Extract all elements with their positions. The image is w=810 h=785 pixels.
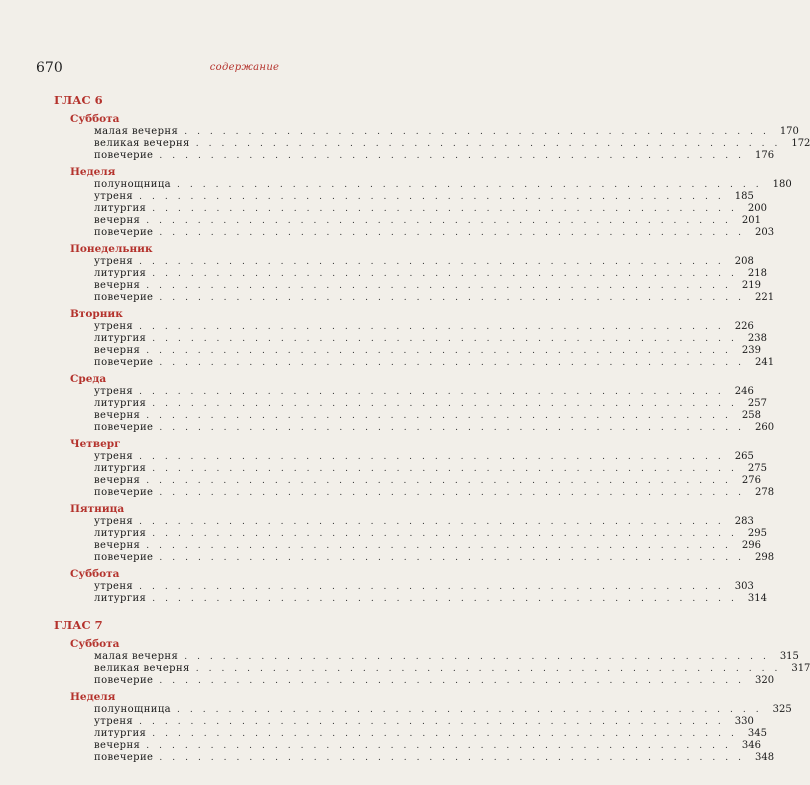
toc-entry[interactable] [94,215,761,227]
entry-label: литургия [94,593,147,604]
toc-entry[interactable] [94,292,775,304]
entry-page-number: 219 [741,280,761,291]
entry-label: повечерие [94,675,154,686]
entry-page-number: 200 [747,203,767,214]
entry-page-number: 298 [754,552,775,563]
toc-entry[interactable] [94,203,767,215]
entry-page-number: 239 [741,345,761,356]
entry-label: повечерие [94,422,154,433]
toc-entry[interactable] [94,451,754,463]
entry-label: утреня [94,321,134,332]
leader-dots: .............................................. [184,127,776,137]
leader-dots: .............................................. [152,334,744,344]
toc-entry[interactable] [94,716,754,728]
day-title-saturday: Суббота [70,113,120,125]
entry-label: полунощница [94,179,172,190]
entry-label: утреня [94,256,134,267]
toc-entry[interactable] [94,593,767,605]
entry-label: вечерня [94,475,141,486]
entry-label: литургия [94,203,147,214]
leader-dots: .............................................. [146,216,738,226]
entry-label: вечерня [94,740,141,751]
entry-page-number: 346 [741,740,761,751]
entry-label: литургия [94,333,147,344]
leader-dots: .............................................. [159,423,751,433]
entry-page-number: 176 [754,150,775,161]
leader-dots: .............................................. [152,399,744,409]
entry-label: утреня [94,716,134,727]
entry-label: повечерие [94,752,154,763]
running-title: содержание [209,62,280,73]
glas-6-title: ГЛАС 6 [54,93,103,107]
entry-label: утреня [94,451,134,462]
leader-dots: .............................................. [159,753,751,763]
leader-dots: .............................................. [159,553,751,563]
entry-label: утреня [94,581,134,592]
entry-page-number: 278 [754,487,775,498]
toc-entry[interactable] [94,516,754,528]
day-title-saturday: Суббота [70,638,120,650]
toc-entry[interactable] [94,138,810,150]
day-title-monday: Понедельник [70,243,153,255]
toc-entry[interactable] [94,540,761,552]
entry-page-number: 185 [734,191,754,202]
entry-label: вечерня [94,280,141,291]
entry-page-number: 265 [734,451,754,462]
leader-dots: .............................................. [159,228,751,238]
page-number: 670 [36,60,63,76]
entry-page-number: 201 [741,215,761,226]
entry-label: литургия [94,398,147,409]
entry-page-number: 296 [741,540,761,551]
leader-dots: .............................................. [152,594,744,604]
entry-label: полунощница [94,704,172,715]
leader-dots: .............................................. [146,741,738,751]
toc-entry[interactable] [94,398,767,410]
leader-dots: .............................................. [184,652,776,662]
leader-dots: .............................................. [139,717,731,727]
leader-dots: .............................................. [152,464,744,474]
toc-entry[interactable] [94,675,775,687]
entry-page-number: 180 [772,179,792,190]
toc-entry[interactable] [94,227,775,239]
entry-page-number: 221 [754,292,775,303]
leader-dots: .............................................. [139,387,731,397]
leader-dots: .............................................. [152,269,744,279]
entry-page-number: 283 [734,516,754,527]
entry-page-number: 258 [741,410,761,421]
day-title-sunday: Неделя [70,166,116,178]
leader-dots: .............................................. [139,582,731,592]
entry-label: литургия [94,528,147,539]
entry-page-number: 315 [779,651,799,662]
toc-entry[interactable] [94,487,775,499]
toc-entry[interactable] [94,191,754,203]
entry-page-number: 203 [754,227,775,238]
day-title-sunday: Неделя [70,691,116,703]
entry-page-number: 275 [747,463,767,474]
toc-entry[interactable] [94,345,761,357]
day-title-friday: Пятница [70,503,125,515]
toc-entry[interactable] [94,268,767,280]
entry-label: повечерие [94,552,154,563]
entry-page-number: 246 [734,386,754,397]
leader-dots: .............................................. [159,676,751,686]
leader-dots: .............................................. [146,541,738,551]
toc-entry[interactable] [94,752,775,764]
toc-entry[interactable] [94,463,767,475]
leader-dots: .............................................. [159,488,751,498]
entry-label: литургия [94,268,147,279]
leader-dots: .............................................. [146,476,738,486]
leader-dots: .............................................. [159,358,751,368]
toc-entry[interactable] [94,651,799,663]
day-title-tuesday: Вторник [70,308,123,320]
entry-label: повечерие [94,150,154,161]
entry-page-number: 276 [741,475,761,486]
toc-entry[interactable] [94,422,775,434]
toc-entry[interactable] [94,321,754,333]
toc-entry[interactable] [94,410,761,422]
entry-page-number: 226 [734,321,754,332]
toc-entry[interactable] [94,663,810,675]
toc-entry[interactable] [94,728,767,740]
leader-dots: .............................................. [152,729,744,739]
entry-page-number: 241 [754,357,775,368]
leader-dots: .............................................. [146,411,738,421]
entry-label: повечерие [94,357,154,368]
leader-dots: .............................................. [159,151,751,161]
toc-entry[interactable] [94,280,761,292]
entry-page-number: 314 [747,593,767,604]
leader-dots: .............................................. [177,180,769,190]
entry-label: великая вечерня [94,138,190,149]
leader-dots: .............................................. [139,257,731,267]
toc-entry[interactable] [94,357,775,369]
entry-page-number: 218 [747,268,767,279]
toc-entry[interactable] [94,126,799,138]
toc-entry[interactable] [94,704,792,716]
entry-label: утреня [94,191,134,202]
entry-label: повечерие [94,487,154,498]
leader-dots: .............................................. [146,346,738,356]
leader-dots: .............................................. [139,452,731,462]
toc-entry[interactable] [94,150,775,162]
entry-page-number: 330 [734,716,754,727]
leader-dots: .............................................. [139,517,731,527]
toc-entry[interactable] [94,552,775,564]
leader-dots: .............................................. [146,281,738,291]
entry-label: малая вечерня [94,126,179,137]
toc-entry[interactable] [94,386,754,398]
entry-page-number: 345 [747,728,767,739]
leader-dots: .............................................. [195,139,788,149]
entry-page-number: 320 [754,675,775,686]
entry-page-number: 260 [754,422,775,433]
entry-page-number: 295 [747,528,767,539]
leader-dots: .............................................. [152,204,744,214]
leader-dots: .............................................. [139,192,731,202]
leader-dots: .............................................. [195,664,788,674]
entry-label: повечерие [94,227,154,238]
entry-label: повечерие [94,292,154,303]
entry-page-number: 170 [779,126,799,137]
entry-label: великая вечерня [94,663,190,674]
toc-entry[interactable] [94,528,767,540]
table-of-contents [54,92,810,764]
entry-label: утреня [94,516,134,527]
entry-page-number: 172 [791,138,810,149]
toc-entry[interactable] [94,179,792,191]
entry-page-number: 208 [734,256,754,267]
entry-page-number: 257 [747,398,767,409]
day-title-wednesday: Среда [70,373,107,385]
leader-dots: .............................................. [139,322,731,332]
entry-label: литургия [94,728,147,739]
entry-label: вечерня [94,345,141,356]
entry-label: малая вечерня [94,651,179,662]
day-title-saturday: Суббота [70,568,120,580]
page-header [36,60,453,82]
entry-page-number: 348 [754,752,775,763]
leader-dots: .............................................. [159,293,751,303]
leader-dots: .............................................. [177,705,769,715]
leader-dots: .............................................. [152,529,744,539]
entry-page-number: 325 [772,704,792,715]
entry-label: вечерня [94,540,141,551]
day-title-thursday: Четверг [70,438,121,450]
entry-label: литургия [94,463,147,474]
entry-page-number: 303 [734,581,754,592]
toc-entry[interactable] [94,475,761,487]
entry-label: утреня [94,386,134,397]
entry-page-number: 238 [747,333,767,344]
entry-page-number: 317 [791,663,810,674]
glas-7-title: ГЛАС 7 [54,618,103,632]
toc-entry[interactable] [94,740,761,752]
toc-entry[interactable] [94,333,767,345]
entry-label: вечерня [94,410,141,421]
toc-entry[interactable] [94,256,754,268]
toc-entry[interactable] [94,581,754,593]
entry-label: вечерня [94,215,141,226]
